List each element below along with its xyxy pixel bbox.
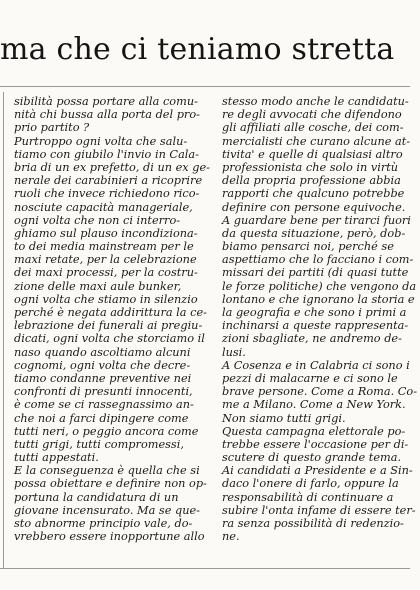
text-line: tiamo condanne preventive nei — [14, 371, 192, 385]
text-line: dicati, ogni volta che storciamo il — [14, 332, 205, 346]
text-line: giovane incensurato. Ma se que- — [14, 503, 201, 517]
top-divider — [0, 86, 410, 87]
article-column-left — [14, 95, 212, 543]
text-line: Ai candidati a Presidente e a Sin- — [222, 464, 413, 478]
text-line: stesso modo anche le candidatu- — [222, 95, 409, 108]
left-border-rule — [3, 92, 4, 568]
text-line: Purtroppo ogni volta che salu- — [14, 134, 188, 148]
text-line: inchinarsi a queste rappresenta- — [222, 319, 409, 333]
text-line: lontano e che ignorano la storia e — [222, 292, 415, 306]
text-line: mercialisti che curano alcune at- — [222, 134, 411, 148]
text-line: tutti neri, o peggio ancora come — [14, 424, 199, 438]
text-line: prio partito ? — [14, 121, 90, 135]
text-line: tutti appestati. — [14, 451, 99, 465]
text-line: la geografia e che sono i primi a — [222, 306, 407, 319]
text-line: zione delle maxi aule bunker, — [14, 279, 182, 293]
text-line: maxi retate, per la celebrazione — [14, 253, 197, 267]
text-line: naso quando ascoltiamo alcuni — [14, 345, 191, 359]
text-line: ruoli che invece richiedono rico- — [14, 187, 200, 201]
text-line: to dei media mainstream per le — [14, 240, 194, 254]
text-line: scutere di questo grande tema. — [222, 451, 402, 465]
text-line: daco l'onere di farlo, oppure la — [222, 477, 399, 491]
text-line: ogni volta che stiamo in silenzio — [14, 292, 198, 306]
text-line: ne. — [222, 530, 240, 544]
text-line: che noi a farci dipingere come — [14, 411, 189, 425]
bottom-divider — [0, 568, 410, 569]
text-line: tutti grigi, tutti compromessi, — [14, 437, 184, 451]
text-line: da questa situazione, però, dob- — [222, 226, 406, 240]
text-line: Questa campagna elettorale po- — [222, 424, 406, 438]
text-line: E la conseguenza è quella che si — [14, 464, 200, 478]
text-line: della propria professione abbia — [222, 174, 401, 188]
text-line: A Cosenza e in Calabria ci sono i — [222, 358, 410, 372]
text-line: Non siamo tutti grigi. — [222, 411, 346, 425]
text-line: zioni sbagliate, ne andremo de- — [222, 332, 402, 346]
text-line: gli affiliati alle cosche, dei com- — [222, 121, 404, 135]
text-line: portuna la candidatura di un — [14, 490, 179, 504]
text-line: pezzi di malacarne e ci sono le — [222, 371, 398, 385]
text-line: professionista che solo in virtù — [222, 160, 399, 174]
text-line: rapporti che qualcuno potrebbe — [222, 187, 405, 201]
text-line: trebbe essere l'occasione per di- — [222, 437, 409, 451]
text-line: sibilità possa portare alla comu- — [14, 95, 198, 108]
text-line: bria di un ex prefetto, di un ex ge- — [14, 160, 211, 174]
text-line: ra senza possibilità di redenzio- — [222, 517, 404, 530]
text-line: A guardare bene per tirarci fuori — [222, 213, 411, 227]
text-line: nosciute capacità manageriale, — [14, 200, 193, 214]
text-line: tivita' e quelle di qualsiasi altro — [222, 147, 403, 161]
text-line: vrebbero essere inopportune allo — [14, 530, 205, 544]
text-line: è come se ci rassegnassimo an- — [14, 398, 194, 412]
text-line: sto abnorme principio vale, do- — [14, 517, 193, 530]
text-line: confronti di presunti innocenti, — [14, 385, 193, 399]
text-line: possa obiettare e definire non op- — [14, 477, 207, 491]
text-line: missari dei partiti (di quasi tutte — [222, 266, 409, 280]
text-line: me a Milano. Come a New York. — [222, 398, 406, 412]
text-line: tiamo con giubilo l'invio in Cala- — [14, 147, 199, 161]
text-line: nità chi bussa alla porta del pro- — [14, 108, 200, 122]
text-line: perché è negata addirittura la ce- — [14, 306, 207, 319]
text-line: brave persone. Come a Roma. Co- — [222, 385, 418, 399]
text-line: dei maxi processi, per la costru- — [14, 266, 198, 280]
text-line: re degli avvocati che difendono — [222, 108, 402, 122]
text-line: lusi. — [222, 345, 246, 359]
text-line: responsabilità di continuare a — [222, 490, 394, 504]
text-line: ghiamo sul plauso incondiziona- — [14, 226, 198, 240]
text-line: ogni volta che non ci interro- — [14, 213, 181, 227]
text-line: cognomi, ogni volta che decre- — [14, 358, 191, 372]
text-line: le forze politiche) che vengono da — [222, 279, 417, 293]
text-line: nerale dei carabinieri a ricoprire — [14, 174, 203, 188]
text-line: subire l'onta infame di essere ter- — [222, 503, 416, 517]
article-column-right — [222, 95, 418, 544]
headline: ma che ci teniamo stretta — [0, 32, 395, 67]
text-line: biamo pensarci noi, perché se — [222, 240, 394, 254]
text-line: definire con persone equivoche. — [222, 200, 406, 214]
text-line: aspettiamo che lo facciano i com- — [222, 253, 414, 267]
text-line: lebrazione dei funerali ai pregiu- — [14, 319, 203, 333]
